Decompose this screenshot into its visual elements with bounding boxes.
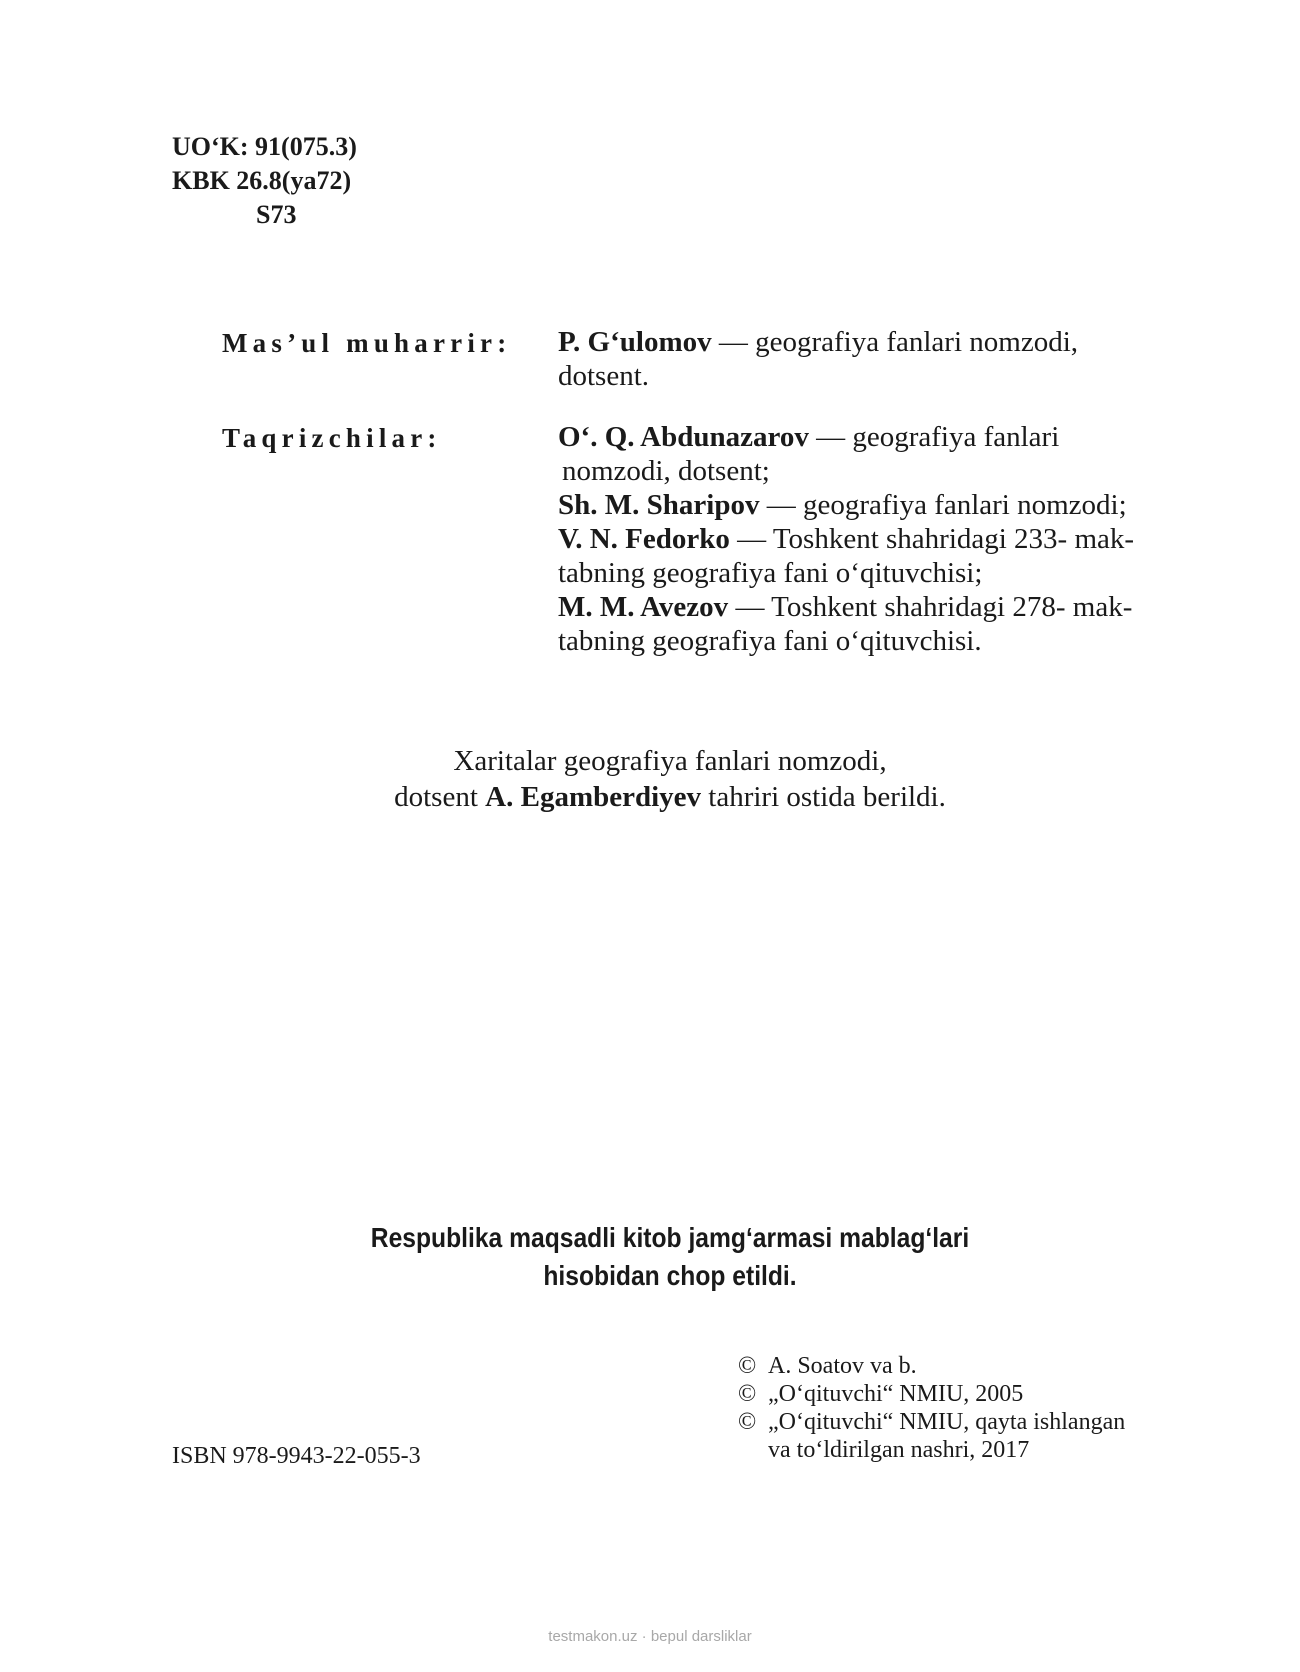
- reviewer-4-desc-cont: tabning geografiya fani o‘qituvchisi.: [558, 625, 982, 657]
- uok-code: UO‘K: 91(075.3): [172, 132, 357, 161]
- copyright-3-cont: va to‘ldirilgan nashri, 2017: [768, 1437, 1030, 1463]
- maps-editor-name: A. Egamberdiyev: [485, 781, 702, 813]
- reviewers-role-label: Taqrizchilar:: [222, 423, 442, 453]
- reviewer-4: [558, 590, 1134, 624]
- editor-entry: [558, 325, 1078, 393]
- reviewer-3-desc-cont: tabning geografiya fani o‘qituvchisi;: [558, 557, 983, 589]
- editor-role-label: Mas’ul muharrir:: [222, 328, 512, 358]
- reviewers-list: [558, 420, 1134, 658]
- reviewer-2: [558, 488, 1134, 522]
- reviewer-3-desc: — Toshkent shahridagi 233- mak-: [729, 523, 1135, 555]
- copyright-2: [738, 1380, 1125, 1408]
- maps-note-post: tahriri ostida berildi.: [701, 781, 946, 813]
- reviewer-1-desc-cont: nomzodi, dotsent;: [562, 455, 770, 487]
- reviewer-4-desc: — Toshkent shahridagi 278- mak-: [728, 591, 1133, 623]
- classification-block: [172, 130, 357, 232]
- copyright-symbol: ©: [738, 1409, 757, 1435]
- copyright-2-text: „O‘qituvchi“ NMIU, 2005: [768, 1381, 1024, 1407]
- kbk-code: KBK 26.8(ya72): [172, 166, 352, 195]
- editor-line2: dotsent.: [558, 360, 650, 392]
- author-code: S73: [256, 200, 297, 229]
- isbn: ISBN 978-9943-22-055-3: [172, 1443, 421, 1469]
- funding-note: [256, 1219, 1083, 1295]
- funding-line2: hisobidan chop etildi.: [543, 1260, 797, 1291]
- reviewer-3-name: V. N. Fedorko: [558, 523, 730, 555]
- maps-note-pre: dotsent: [394, 781, 486, 813]
- reviewer-1-name: O‘. Q. Abdunazarov: [558, 421, 809, 453]
- reviewer-3: [558, 522, 1134, 556]
- copyright-symbol: ©: [738, 1381, 757, 1407]
- editor-name: P. G‘ulomov: [558, 326, 712, 358]
- editor-line1: [558, 325, 1078, 359]
- maps-note-line2: [250, 779, 1090, 815]
- reviewer-1-desc: — geografiya fanlari: [808, 421, 1060, 453]
- funding-line1: Respublika maqsadli kitob jamg‘armasi mablag‘lari: [370, 1222, 970, 1253]
- copyright-3-text: „O‘qituvchi“ NMIU, qayta ishlangan: [768, 1409, 1126, 1435]
- footer-watermark: testmakon.uz · bepul darsliklar: [548, 1628, 752, 1645]
- editor-desc1: — geografiya fanlari nomzodi,: [711, 326, 1079, 358]
- reviewer-1: [558, 420, 1134, 454]
- maps-note-line1: Xaritalar geografiya fanlari nomzodi,: [453, 745, 887, 777]
- copyright-3: [738, 1408, 1125, 1436]
- reviewer-4-name: M. M. Avezov: [558, 591, 729, 623]
- maps-note: [250, 743, 1090, 815]
- copyright-symbol: ©: [738, 1353, 757, 1379]
- reviewer-2-name: Sh. M. Sharipov: [558, 489, 760, 521]
- reviewer-2-desc: — geografiya fanlari nomzodi;: [759, 489, 1127, 521]
- copyright-1: [738, 1352, 1125, 1380]
- copyright-1-text: A. Soatov va b.: [768, 1353, 917, 1379]
- copyright-block: [738, 1352, 1125, 1464]
